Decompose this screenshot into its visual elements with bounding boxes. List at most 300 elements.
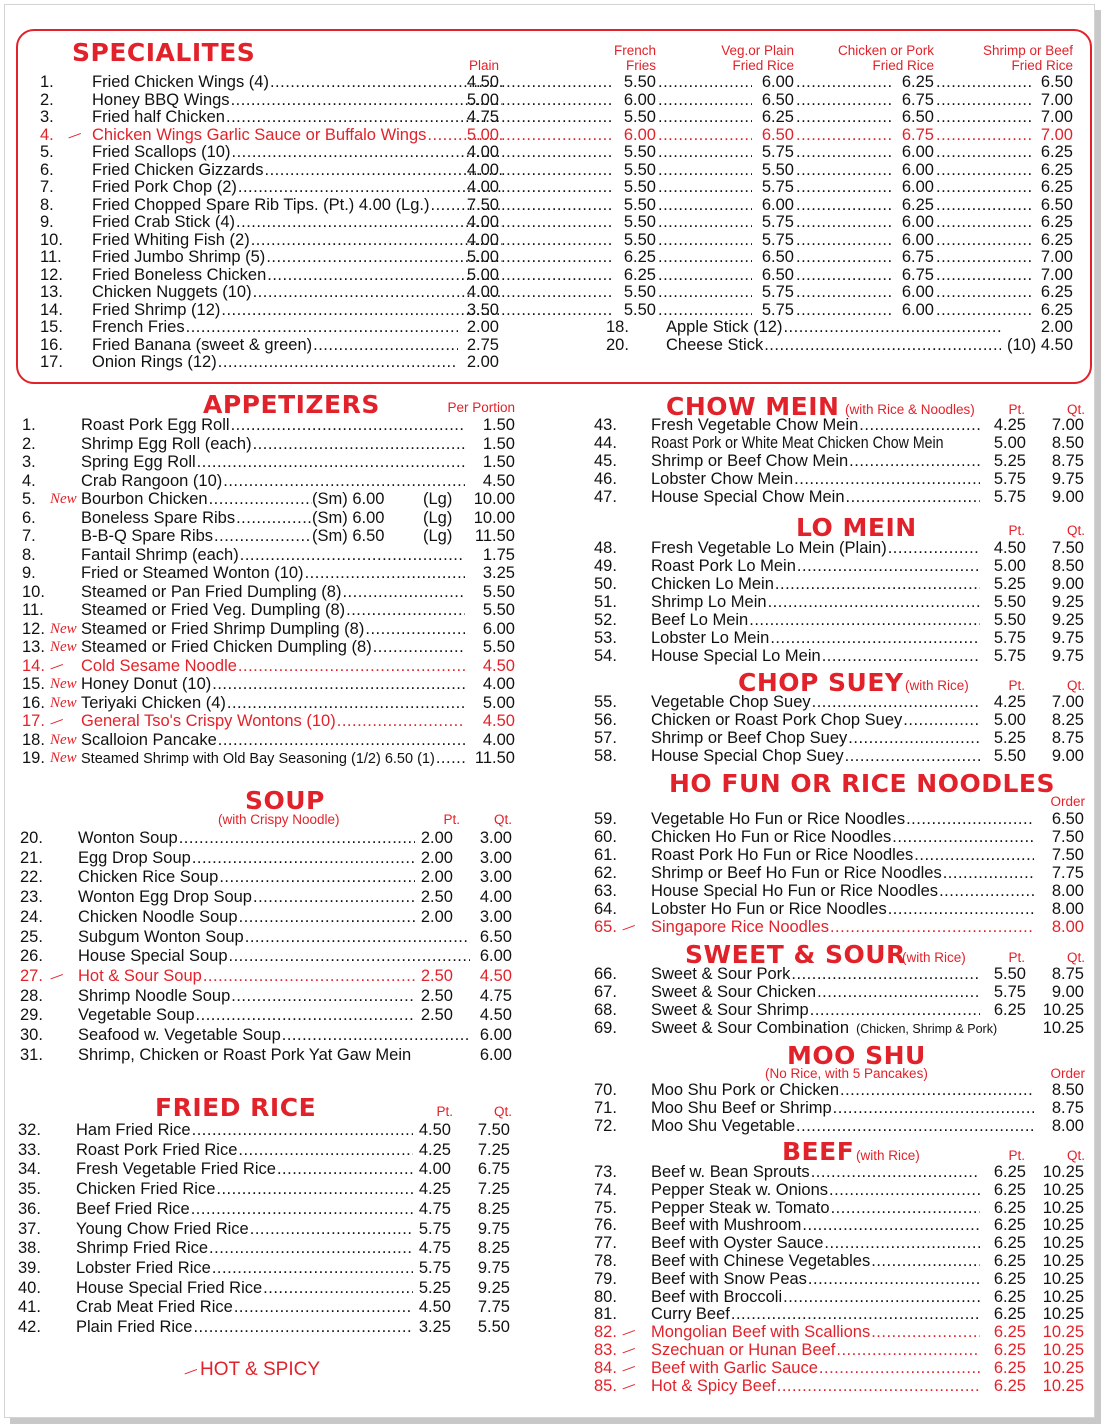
menu-item-row — [594, 711, 1089, 729]
item-label: Beef with Broccoli — [651, 1287, 783, 1306]
item-number: 9. — [40, 213, 54, 231]
price: 8.00 — [1051, 918, 1084, 936]
price: 5.00 — [482, 693, 515, 712]
item-name — [81, 657, 465, 675]
item-name — [81, 638, 465, 656]
leader-dots-between — [796, 196, 892, 214]
item-label: Fried half Chicken — [92, 108, 225, 126]
item-name — [81, 620, 465, 638]
menu-item-row — [18, 1259, 513, 1277]
item-label: Lobster Ho Fun or Rice Noodles — [651, 900, 887, 918]
item-number: 36. — [18, 1199, 41, 1218]
price: 6.00 — [479, 947, 512, 966]
price: 5.75 — [761, 178, 794, 196]
menu-item-row — [20, 868, 515, 886]
item-number: 4. — [40, 125, 54, 144]
price: 7.00 — [1051, 416, 1084, 434]
pt-header: Pt. — [1008, 678, 1025, 693]
price: 6.25 — [993, 1001, 1026, 1019]
price: 7.00 — [1040, 90, 1073, 109]
leader-dots — [223, 472, 465, 490]
item-number: 38. — [18, 1239, 41, 1258]
leader-dots — [218, 731, 465, 749]
item-label: Wonton Soup — [78, 829, 178, 847]
item-label: Apple Stick (12) — [666, 318, 783, 336]
price: 4.00 — [479, 888, 512, 907]
item-number: 47. — [594, 488, 617, 506]
leader-dots — [658, 213, 752, 231]
item-name — [651, 918, 1034, 936]
leader-dots — [231, 416, 465, 434]
large-label: (Lg) — [423, 490, 453, 508]
item-name — [81, 472, 465, 490]
price: 6.75 — [901, 125, 934, 144]
leader-dots-between — [936, 248, 1031, 266]
menu-item-row — [594, 1181, 1089, 1199]
item-label: Spring Egg Roll — [81, 453, 196, 471]
leader-dots — [892, 828, 1034, 846]
item-number: 82. — [594, 1323, 617, 1342]
item-label: Roast Pork or White Meat Chicken Chow Mein — [651, 434, 944, 452]
item-name — [651, 611, 980, 629]
leader-dots — [936, 108, 1031, 126]
item-name — [651, 1117, 1034, 1135]
leader-dots — [436, 749, 465, 767]
menu-item-row — [594, 729, 1089, 747]
leader-dots — [903, 711, 980, 729]
price: 4.00 — [418, 1160, 451, 1179]
leader-dots — [236, 509, 312, 527]
item-name — [81, 546, 465, 564]
item-number: 61. — [594, 846, 617, 864]
menu-item-row — [20, 947, 515, 965]
price: 6.00 — [623, 125, 656, 144]
new-badge: New — [50, 694, 77, 711]
leader-dots — [849, 452, 980, 470]
item-number: 11. — [40, 248, 62, 266]
leader-dots — [936, 283, 1031, 301]
leader-dots-between — [658, 108, 752, 126]
item-label: Chicken Lo Mein — [651, 575, 774, 593]
item-number: 23. — [20, 888, 43, 907]
price: 5.75 — [761, 213, 794, 231]
item-name — [81, 527, 312, 545]
leader-dots — [658, 143, 752, 161]
leader-dots — [791, 965, 980, 983]
price: 10.25 — [1042, 1216, 1084, 1235]
item-number: 31. — [20, 1045, 43, 1064]
price: 6.50 — [479, 927, 512, 946]
menu-item-row — [594, 488, 1089, 506]
item-name — [651, 1181, 980, 1199]
leader-dots-between — [658, 283, 752, 301]
menu-item-row — [594, 1199, 1089, 1217]
item-name — [651, 1163, 980, 1181]
menu-item-row — [20, 849, 515, 867]
leader-dots-between — [501, 73, 614, 91]
price: 6.25 — [1040, 143, 1073, 161]
price: 6.25 — [993, 1269, 1026, 1288]
specialty-row — [40, 266, 1080, 284]
leader-dots — [216, 1180, 413, 1198]
leader-dots — [768, 593, 980, 611]
leader-dots-between — [796, 248, 892, 266]
item-number: 73. — [594, 1163, 617, 1181]
leader-dots — [871, 1252, 980, 1270]
item-number: 75. — [594, 1198, 617, 1217]
price: 2.00 — [420, 907, 453, 926]
item-number: 43. — [594, 416, 617, 434]
item-number: 19. — [22, 749, 45, 767]
price: 7.00 — [1051, 693, 1084, 711]
leader-dots — [234, 1298, 413, 1316]
leader-dots — [277, 1160, 413, 1178]
leader-dots — [240, 546, 465, 564]
item-label: Sweet & Sour Combination — [651, 1019, 850, 1037]
price: 6.50 — [761, 90, 794, 109]
menu-item-row — [20, 888, 515, 906]
price: 7.00 — [1040, 125, 1073, 144]
price: 5.00 — [466, 125, 499, 144]
leader-dots — [501, 143, 614, 161]
leader-dots — [808, 1270, 980, 1288]
item-number: 28. — [20, 986, 43, 1005]
item-number: 14. — [40, 300, 63, 319]
menu-item-row — [594, 1117, 1089, 1135]
item-label: Steamed or Fried Shrimp Dumpling (8) — [81, 619, 365, 638]
price: 4.75 — [418, 1199, 451, 1218]
item-label: Singapore Rice Noodles — [651, 918, 829, 936]
item-name — [651, 647, 980, 665]
item-number: 2. — [22, 434, 36, 453]
price: 5.50 — [623, 230, 656, 249]
menu-item-row — [594, 918, 1089, 936]
price: 9.25 — [477, 1278, 510, 1297]
price: 6.50 — [761, 125, 794, 144]
section-title: HO FUN OR RICE NOODLES — [669, 769, 1055, 798]
column-header-line1: Shrimp or Beef — [982, 43, 1073, 58]
item-name — [92, 283, 502, 301]
leader-dots-between — [936, 178, 1031, 196]
menu-item-row — [594, 1359, 1089, 1377]
price: 10.00 — [473, 490, 515, 508]
price: 2.00 — [420, 848, 453, 867]
price: 9.00 — [1051, 747, 1084, 765]
price: 6.00 — [623, 90, 656, 109]
price: 6.25 — [1040, 213, 1073, 231]
soup-subtitle: (with Crispy Noodle) — [218, 812, 340, 827]
price: 6.00 — [901, 230, 934, 249]
item-name — [651, 882, 1034, 900]
leader-dots — [212, 1259, 413, 1277]
qt-header: Qt. — [1066, 678, 1085, 693]
leader-dots — [214, 527, 312, 545]
leader-dots — [658, 196, 752, 214]
leader-dots-between — [658, 126, 752, 144]
item-label: Mongolian Beef with Scallions — [651, 1323, 871, 1342]
leader-dots — [840, 1081, 1034, 1099]
leader-dots-between — [501, 91, 614, 109]
item-name — [78, 928, 470, 946]
item-name — [92, 231, 502, 249]
item-number: 60. — [594, 828, 617, 846]
item-name — [81, 712, 465, 730]
item-number: 81. — [594, 1305, 617, 1324]
item-name — [92, 266, 502, 284]
leader-dots — [943, 864, 1034, 882]
menu-item-row — [22, 583, 517, 601]
menu-item-row — [22, 416, 517, 434]
item-name — [651, 629, 980, 647]
chili-pepper-icon: ― — [47, 966, 66, 985]
item-name — [651, 452, 980, 470]
item-label: Fried Banana (sweet & green) — [92, 335, 313, 354]
menu-item-row — [594, 629, 1089, 647]
price: 6.25 — [901, 73, 934, 91]
leader-dots-between — [796, 108, 892, 126]
price: 5.50 — [477, 1318, 510, 1336]
price: 5.50 — [482, 638, 515, 656]
leader-dots — [845, 747, 980, 765]
item-label: Moo Shu Pork or Chicken — [651, 1081, 840, 1099]
item-label: House Special Chow Mein — [651, 488, 845, 506]
item-label: Hot & Sour Soup — [78, 966, 202, 985]
pt-header: Pt. — [436, 1104, 453, 1119]
item-label: Fresh Vegetable Chow Mein — [651, 416, 859, 434]
price: 8.75 — [1051, 965, 1084, 983]
item-name — [651, 1377, 980, 1395]
price: 7.00 — [1040, 248, 1073, 266]
item-number: 15. — [40, 318, 63, 336]
menu-item-row — [594, 1099, 1089, 1117]
leader-dots — [501, 248, 614, 266]
qt-header: Qt. — [1066, 523, 1085, 538]
item-number: 68. — [594, 1001, 617, 1019]
price: 8.25 — [477, 1239, 510, 1258]
leader-dots-between — [796, 143, 892, 161]
item-number: 35. — [18, 1180, 41, 1199]
item-label: Steamed Shrimp with Old Bay Seasoning (1/2) 6.50 (1) — [81, 751, 435, 767]
price: 3.00 — [479, 829, 512, 847]
item-label: Ham Fried Rice — [76, 1121, 191, 1139]
item-number: 2. — [40, 90, 54, 109]
price: 5.25 — [418, 1278, 451, 1297]
menu-item-row — [594, 864, 1089, 882]
price: 5.00 — [466, 248, 499, 266]
qt-header: Qt. — [1066, 1148, 1085, 1163]
item-name — [666, 336, 1001, 354]
price: 10.25 — [1042, 1252, 1084, 1270]
column-header-line2: Plain — [468, 58, 499, 73]
item-name — [651, 1081, 1034, 1099]
item-number: 9. — [22, 564, 36, 582]
item-name — [78, 829, 415, 847]
price: 6.25 — [623, 248, 656, 266]
item-number: 16. — [22, 693, 45, 712]
leader-dots — [253, 888, 415, 906]
item-name — [651, 539, 980, 557]
leader-dots — [209, 490, 312, 508]
item-name — [651, 1019, 1024, 1038]
menu-item-row — [594, 1341, 1089, 1359]
item-name — [81, 731, 465, 749]
item-label: Fried Jumbo Shrimp (5) — [92, 248, 266, 266]
item-number: 62. — [594, 864, 617, 882]
item-name — [92, 143, 502, 161]
menu-item-row — [22, 657, 517, 675]
item-label: Vegetable Chop Suey — [651, 693, 811, 711]
item-number: 37. — [18, 1219, 41, 1238]
menu-item-row — [40, 336, 500, 354]
price: 6.25 — [993, 1234, 1026, 1253]
item-name — [78, 908, 415, 926]
leader-dots-between — [658, 301, 752, 319]
price: 10.25 — [1042, 1287, 1084, 1306]
section-title: LO MEIN — [796, 513, 917, 542]
leader-dots-between — [658, 178, 752, 196]
item-number: 41. — [18, 1298, 41, 1317]
price: 6.25 — [761, 108, 794, 126]
price: 6.00 — [479, 1026, 512, 1044]
price: 2.50 — [420, 986, 453, 1005]
item-number: 33. — [18, 1140, 41, 1159]
item-label: Pepper Steak w. Tomato — [651, 1198, 830, 1217]
price: 6.25 — [1040, 160, 1073, 179]
leader-dots-between — [796, 126, 892, 144]
price: 6.00 — [479, 1045, 512, 1064]
item-name — [78, 947, 470, 965]
column-header-line1: Veg.or Plain — [721, 43, 794, 58]
menu-item-row — [594, 882, 1089, 900]
price: 9.75 — [1051, 629, 1084, 647]
pt-header: Pt. — [1008, 950, 1025, 965]
item-label: Beef with Oyster Sauce — [651, 1234, 824, 1253]
price: 2.00 — [420, 829, 453, 847]
item-label: Shrimp or Beef Chow Mein — [651, 452, 849, 470]
item-name — [651, 828, 1034, 846]
price: 4.50 — [418, 1298, 451, 1317]
leader-dots — [245, 928, 470, 946]
price: 7.75 — [1051, 864, 1084, 882]
price: 5.75 — [993, 629, 1026, 647]
item-label: Cold Sesame Noodle — [81, 656, 237, 675]
leader-dots — [936, 231, 1031, 249]
menu-item-row — [22, 564, 517, 582]
chili-pepper-icon: ― — [619, 1340, 638, 1359]
price: 10.25 — [1042, 1358, 1084, 1377]
leader-dots — [229, 947, 470, 965]
item-number: 20. — [20, 829, 43, 847]
item-label: Subgum Wonton Soup — [78, 927, 244, 946]
item-name — [81, 601, 465, 619]
leader-dots — [783, 1288, 980, 1306]
leader-dots — [796, 1117, 1034, 1135]
item-name — [651, 557, 980, 575]
item-name — [78, 1026, 470, 1044]
menu-item-row — [594, 575, 1089, 593]
leader-dots — [238, 657, 465, 675]
price: 4.25 — [418, 1140, 451, 1159]
leader-dots-between — [658, 266, 752, 284]
item-number: 59. — [594, 810, 617, 828]
price: 8.25 — [1051, 711, 1084, 729]
item-name — [651, 470, 980, 488]
item-label: Egg Drop Soup — [78, 848, 191, 867]
price: 5.00 — [993, 434, 1026, 452]
item-number: 14. — [22, 656, 45, 675]
price: 4.50 — [482, 712, 515, 730]
price: 5.75 — [761, 283, 794, 301]
price: 6.50 — [1040, 73, 1073, 91]
price: 6.25 — [993, 1323, 1026, 1342]
leader-dots — [796, 108, 892, 126]
menu-item-row — [594, 416, 1089, 434]
item-name — [76, 1220, 413, 1238]
price: 4.00 — [466, 160, 499, 179]
item-number: 57. — [594, 729, 617, 747]
item-name — [651, 693, 980, 711]
item-number: 12. — [40, 265, 63, 284]
item-label: Roast Pork Egg Roll — [81, 416, 230, 434]
item-name — [92, 73, 502, 91]
leader-dots — [810, 1001, 980, 1019]
item-label: Shrimp Lo Mein — [651, 593, 767, 611]
item-label: Sweet & Sour Shrimp — [651, 1001, 809, 1019]
leader-dots-between — [658, 91, 752, 109]
menu-item-row — [606, 336, 1074, 354]
leader-dots — [796, 283, 892, 301]
item-number: 83. — [594, 1341, 617, 1359]
item-number: 79. — [594, 1269, 617, 1288]
item-number: 84. — [594, 1358, 617, 1377]
item-name — [92, 248, 502, 266]
item-label: Sweet & Sour Chicken — [651, 983, 817, 1001]
item-name — [92, 301, 502, 319]
item-label: Hot & Spicy Beef — [651, 1376, 776, 1395]
item-label: Sweet & Sour Pork — [651, 965, 791, 983]
leader-dots — [501, 91, 614, 109]
leader-dots-between — [936, 161, 1031, 179]
leader-dots — [936, 178, 1031, 196]
section-title: BEEF — [782, 1137, 855, 1166]
menu-item-row — [594, 1216, 1089, 1234]
item-label: Crab Meat Fried Rice — [76, 1298, 233, 1317]
leader-dots — [888, 900, 1034, 918]
item-name — [78, 849, 415, 867]
leader-dots-between — [501, 196, 614, 214]
leader-dots-between — [658, 73, 752, 91]
item-number: 1. — [40, 73, 54, 91]
menu-item-row — [20, 1006, 515, 1024]
item-number: 10. — [22, 582, 45, 601]
price: 9.25 — [1051, 593, 1084, 611]
price: 11.50 — [474, 527, 515, 545]
price: 6.25 — [623, 265, 656, 284]
leader-dots — [936, 213, 1031, 231]
item-name — [81, 583, 465, 601]
item-label: Szechuan or Hunan Beef — [651, 1341, 836, 1359]
qt-header: Qt. — [1066, 950, 1085, 965]
small-price: (Sm) 6.50 — [312, 527, 385, 545]
item-name — [651, 416, 980, 434]
chili-pepper-icon: ― — [47, 655, 66, 675]
leader-dots-between — [796, 73, 892, 91]
item-label: House Special Ho Fun or Rice Noodles — [651, 882, 939, 900]
chili-pepper-icon: ― — [619, 917, 638, 936]
price: 10.25 — [1042, 1198, 1084, 1217]
beef-subtitle: (with Rice) — [856, 1148, 920, 1163]
item-name — [78, 1006, 415, 1024]
